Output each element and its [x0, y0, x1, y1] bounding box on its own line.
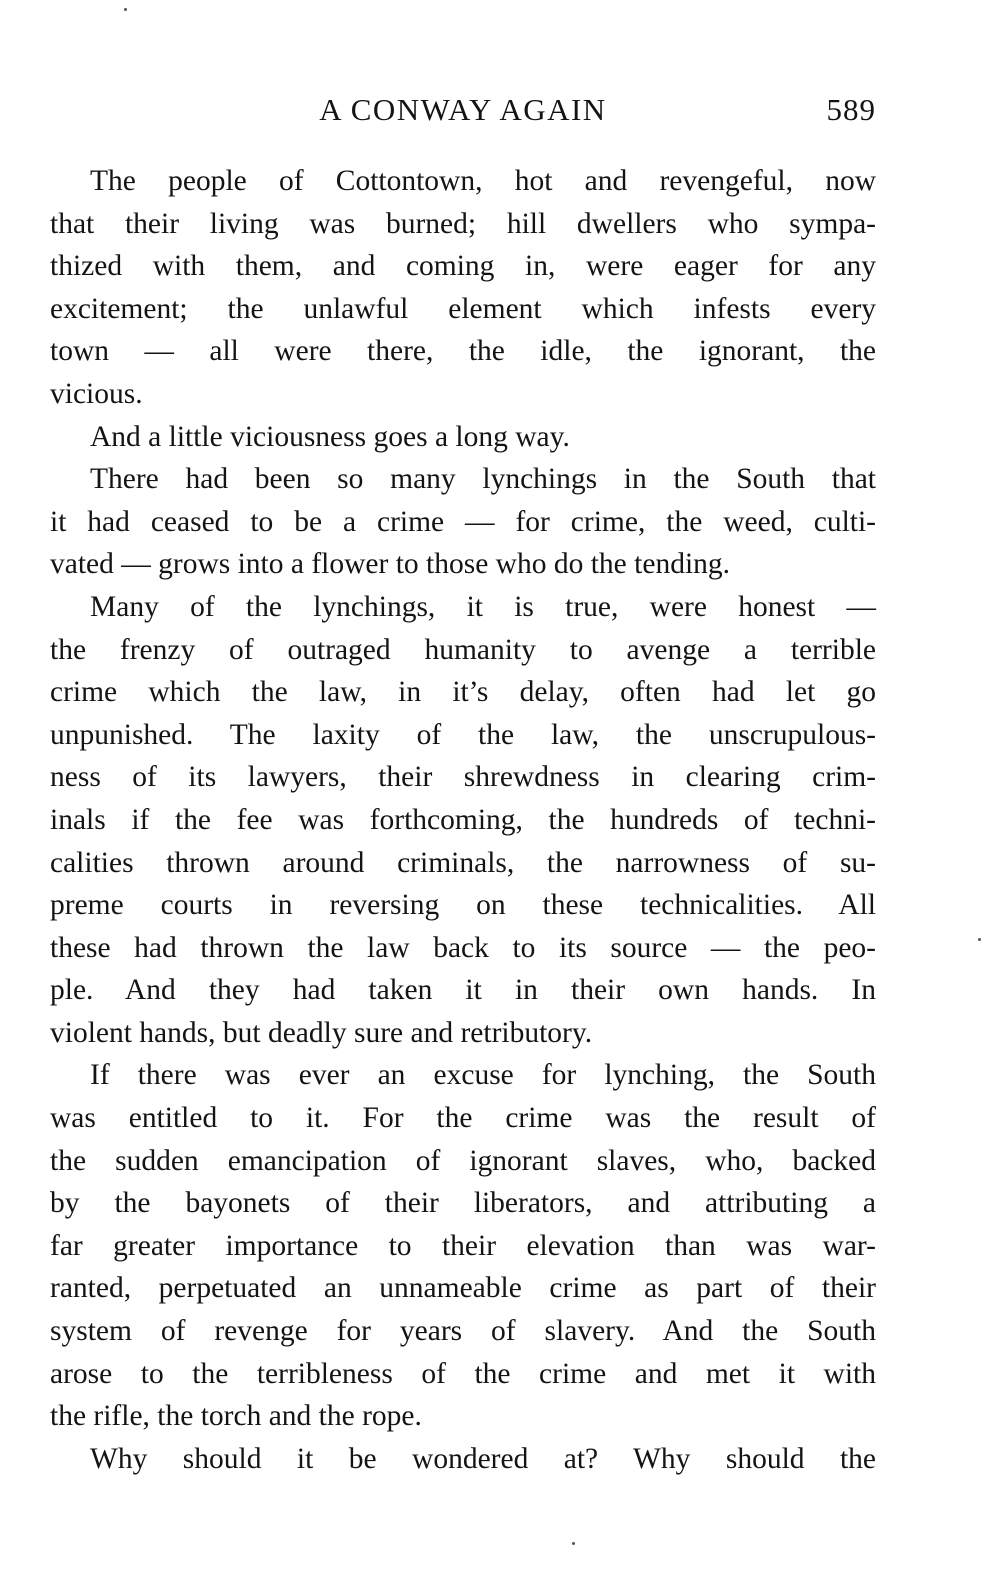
- text-line: calities thrown around criminals, the narrowness of su-: [50, 846, 876, 879]
- scan-speck: [124, 8, 127, 11]
- text-line: Many of the lynchings, it is true, were honest —: [90, 590, 876, 623]
- text-line: Why should it be wondered at? Why should the: [90, 1442, 876, 1475]
- text-line: the frenzy of outraged humanity to avenge a terrible: [50, 633, 876, 666]
- text-line: these had thrown the law back to its source — the peo-: [50, 931, 876, 964]
- text-line: excitement; the unlawful element which infests every: [50, 292, 876, 325]
- running-title: A CONWAY AGAIN: [319, 92, 607, 127]
- text-line: the sudden emancipation of ignorant slaves, who, backed: [50, 1144, 876, 1177]
- text-line: town — all were there, the idle, the ignorant, the: [50, 335, 876, 368]
- body-text: [50, 160, 876, 1480]
- text-line: violent hands, but deadly sure and retributory.: [50, 1016, 593, 1049]
- text-line: If there was ever an excuse for lynching, the South: [90, 1059, 876, 1092]
- text-line: the rifle, the torch and the rope.: [50, 1400, 422, 1433]
- text-line: system of revenge for years of slavery. And the South: [50, 1315, 876, 1348]
- text-line: thized with them, and coming in, were eager for any: [50, 250, 876, 283]
- scan-speck: [572, 1542, 575, 1545]
- text-line: was entitled to it. For the crime was the result of: [50, 1102, 876, 1135]
- text-line: The people of Cottontown, hot and revengeful, now: [90, 165, 876, 197]
- text-line: by the bayonets of their liberators, and attributing a: [50, 1187, 876, 1220]
- running-head: [50, 92, 876, 136]
- text-line: ranted, perpetuated an unnameable crime as part of their: [50, 1272, 876, 1305]
- text-line: And a little viciousness goes a long way.: [90, 420, 570, 453]
- text-line: vicious.: [50, 377, 143, 410]
- text-line: ness of its lawyers, their shrewdness in clearing crim-: [50, 761, 876, 794]
- text-line: arose to the terribleness of the crime and met it with: [50, 1357, 876, 1390]
- text-line: There had been so many lynchings in the South that: [90, 463, 876, 496]
- scan-speck: [978, 938, 981, 941]
- text-line: ple. And they had taken it in their own hands. In: [50, 974, 876, 1007]
- text-line: vated — grows into a flower to those who do the tending.: [50, 548, 731, 581]
- text-line: unpunished. The laxity of the law, the unscrupulous-: [50, 718, 876, 751]
- text-line: that their living was burned; hill dwellers who sympa-: [50, 207, 876, 240]
- text-line: far greater importance to their elevation than was war-: [50, 1229, 876, 1262]
- text-line: inals if the fee was forthcoming, the hundreds of techni-: [50, 803, 876, 836]
- text-line: it had ceased to be a crime — for crime, the weed, culti-: [50, 505, 876, 538]
- page-number: 589: [826, 92, 876, 127]
- text-line: preme courts in reversing on these technicalities. All: [50, 889, 876, 922]
- text-line: crime which the law, in it’s delay, often had let go: [50, 676, 876, 709]
